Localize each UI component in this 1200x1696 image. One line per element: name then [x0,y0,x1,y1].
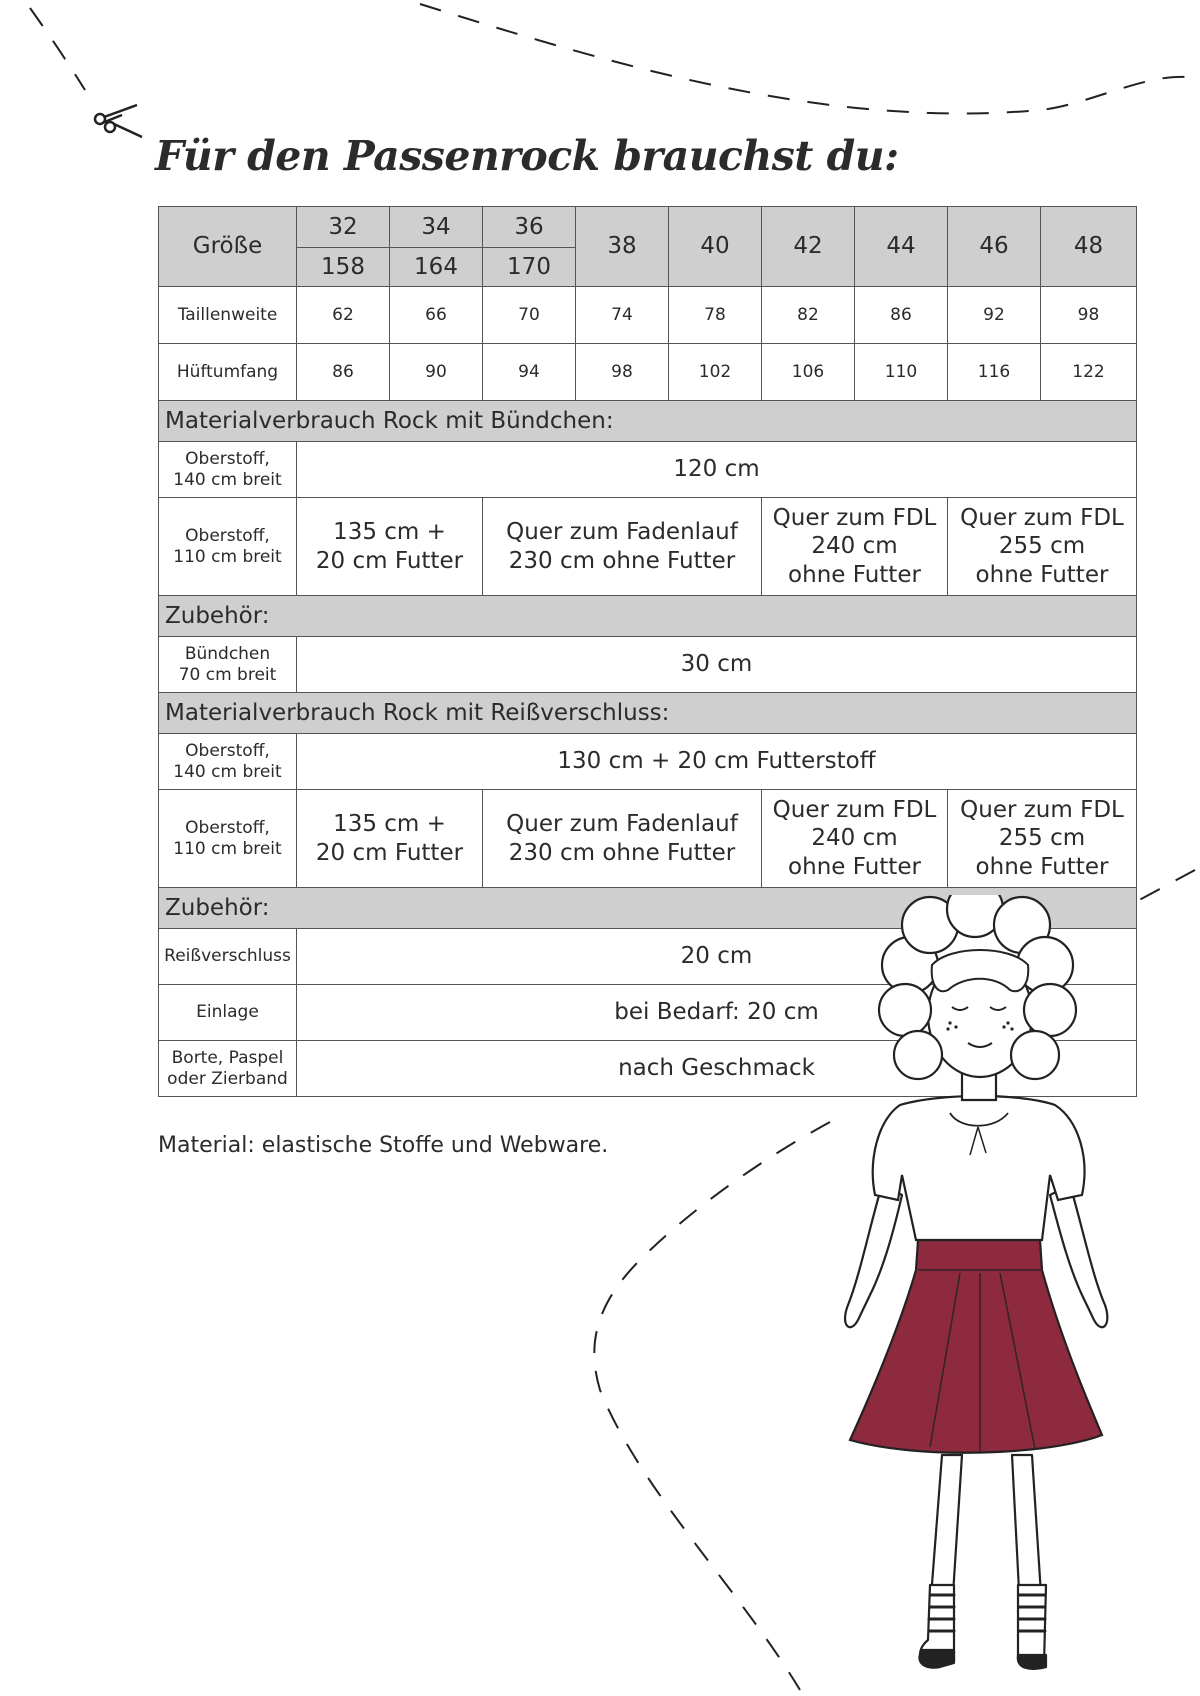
size-cell: 34 [390,207,483,248]
section-heading: Zubehör: [159,888,1137,929]
table-cell: 110 [855,344,948,401]
row-label: Oberstoff, 110 cm breit [159,790,297,888]
table-cell: 74 [576,287,669,344]
material-note: Material: elastische Stoffe und Webware. [158,1133,609,1158]
row-label: Reißverschluss [159,929,297,985]
size-cell: 40 [669,207,762,287]
table-cell: 70 [483,287,576,344]
table-cell: 116 [948,344,1041,401]
table-cell: 135 cm + 20 cm Futter [297,790,483,888]
table-cell: 98 [1041,287,1137,344]
table-cell: 120 cm [297,442,1137,498]
height-cell: 164 [390,248,483,287]
table-cell: 90 [390,344,483,401]
size-cell: 38 [576,207,669,287]
page-title: Für den Passenrock brauchst du: [155,132,899,180]
row-label: Taillenweite [159,287,297,344]
size-cell: 42 [762,207,855,287]
table-cell: 98 [576,344,669,401]
skirt-shape [850,1240,1102,1453]
table-cell: nach Geschmack [297,1041,1137,1097]
table-cell: 135 cm + 20 cm Futter [297,498,483,596]
table-cell: Quer zum Fadenlauf 230 cm ohne Futter [483,498,762,596]
size-cell: 44 [855,207,948,287]
table-row [159,344,1137,401]
row-label: Bündchen 70 cm breit [159,637,297,693]
row-label: Oberstoff, 140 cm breit [159,734,297,790]
section-heading: Materialverbrauch Rock mit Bündchen: [159,401,1137,442]
girl-illustration [830,895,1140,1695]
table-cell: 94 [483,344,576,401]
table-cell: 82 [762,287,855,344]
table-cell: 92 [948,287,1041,344]
table-cell: 86 [297,344,390,401]
table-row [159,287,1137,344]
table-cell: 30 cm [297,637,1137,693]
table-cell: 102 [669,344,762,401]
row-label: Oberstoff, 110 cm breit [159,498,297,596]
table-cell: Quer zum Fadenlauf 230 cm ohne Futter [483,790,762,888]
size-header-label: Größe [159,207,297,287]
size-cell: 32 [297,207,390,248]
table-cell: Quer zum FDL 240 cm ohne Futter [762,790,948,888]
table-cell: bei Bedarf: 20 cm [297,985,1137,1041]
table-cell: 20 cm [297,929,1137,985]
row-label: Einlage [159,985,297,1041]
row-label: Borte, Paspel oder Zierband [159,1041,297,1097]
table-cell: 78 [669,287,762,344]
table-cell: 106 [762,344,855,401]
table-cell: Quer zum FDL 255 cm ohne Futter [948,498,1137,596]
section-heading: Zubehör: [159,596,1137,637]
table-cell: Quer zum FDL 240 cm ohne Futter [762,498,948,596]
table-cell: 130 cm + 20 cm Futterstoff [297,734,1137,790]
table-cell: 86 [855,287,948,344]
size-cell: 36 [483,207,576,248]
size-cell: 46 [948,207,1041,287]
height-cell: 170 [483,248,576,287]
size-cell: 48 [1041,207,1137,287]
scissors-icon [95,105,142,137]
table-cell: Quer zum FDL 255 cm ohne Futter [948,790,1137,888]
row-label: Hüftumfang [159,344,297,401]
row-label: Oberstoff, 140 cm breit [159,442,297,498]
height-cell: 158 [297,248,390,287]
table-cell: 62 [297,287,390,344]
table-cell: 66 [390,287,483,344]
table-cell: 122 [1041,344,1137,401]
section-heading: Materialverbrauch Rock mit Reißverschluss: [159,693,1137,734]
